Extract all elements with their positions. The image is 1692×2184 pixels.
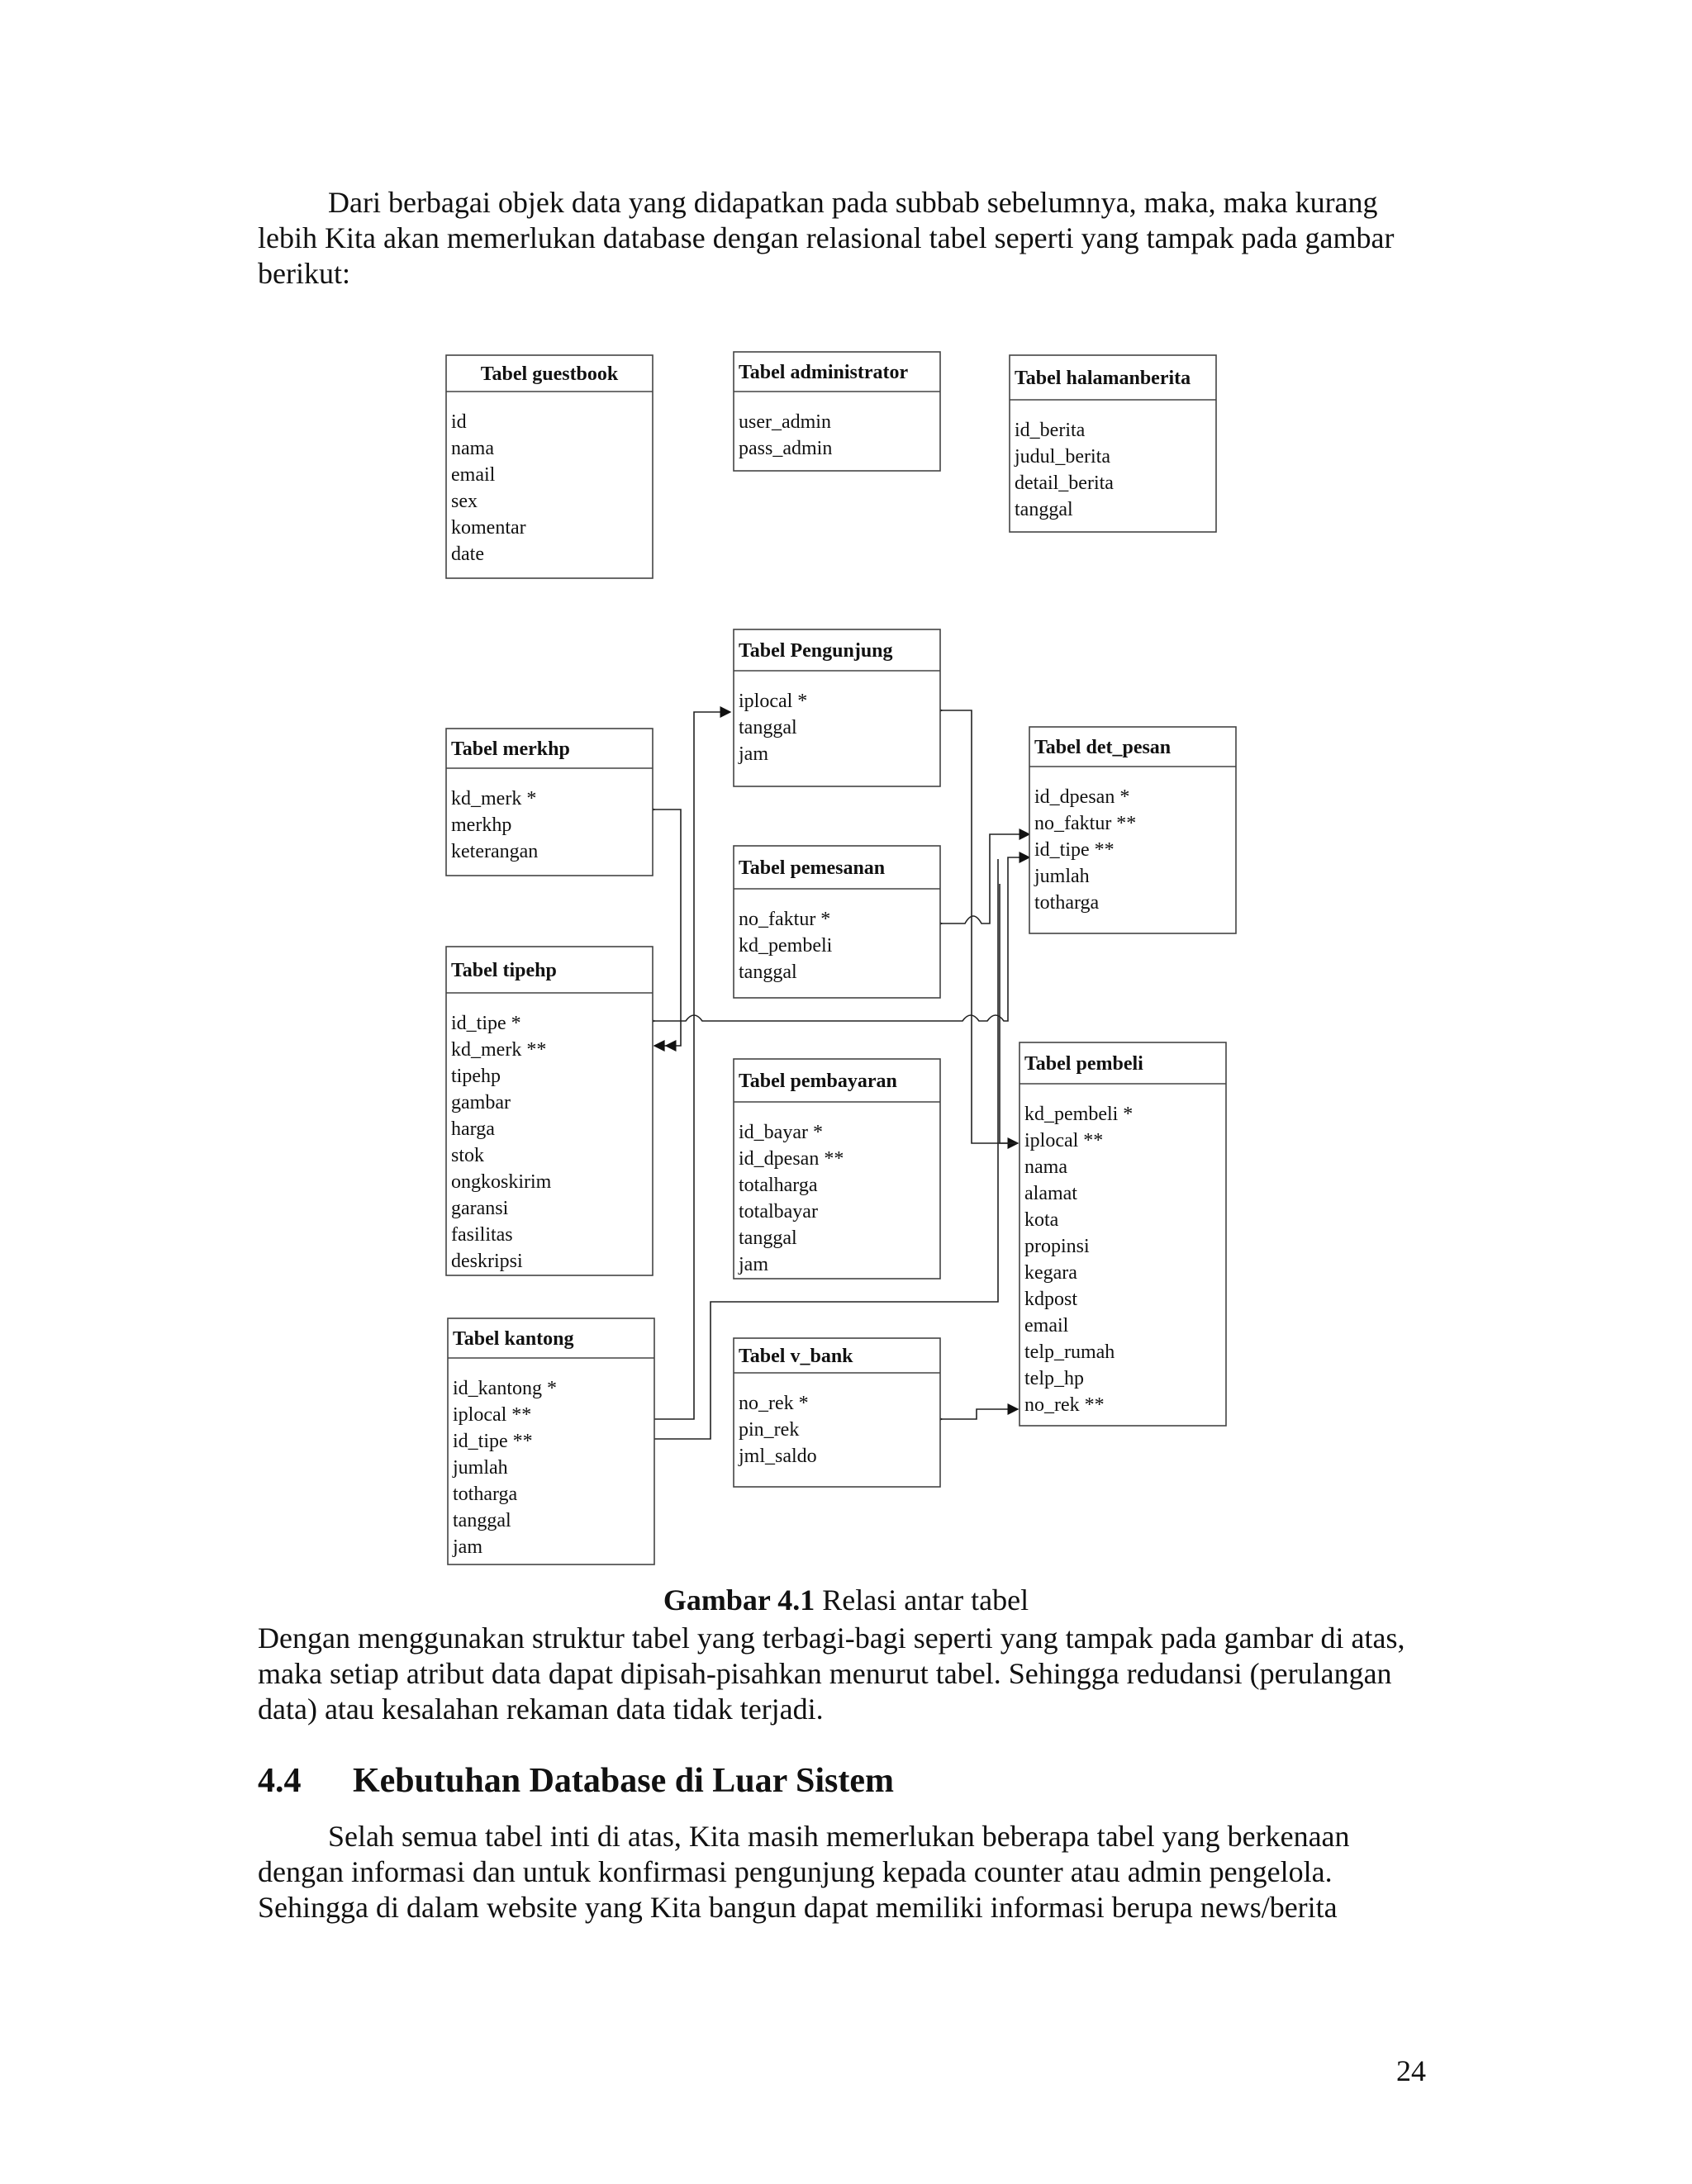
table-field: id_dpesan * <box>1034 786 1130 808</box>
section-title: Kebutuhan Database di Luar Sistem <box>353 1762 895 1800</box>
table-field: gambar <box>451 1092 511 1113</box>
table-field: harga <box>451 1118 495 1140</box>
table-field: iplocal ** <box>453 1404 532 1426</box>
table-field: stok <box>451 1145 485 1166</box>
table-field: jumlah <box>453 1457 508 1479</box>
table-field: tanggal <box>1015 499 1073 520</box>
table-title: Tabel guestbook <box>480 363 619 385</box>
table-field: jam <box>453 1536 482 1558</box>
tables-layer <box>446 352 1236 1564</box>
table-box-tabel-halamanberita <box>1010 355 1216 532</box>
table-title: Tabel halamanberita <box>1015 368 1191 389</box>
connector-pembayaran-detpesan <box>1000 884 1018 1143</box>
table-field: kd_merk * <box>451 788 537 810</box>
connector-kantong-pengunjung <box>654 712 730 1419</box>
table-field: detail_berita <box>1015 472 1114 494</box>
table-field: email <box>1024 1315 1069 1337</box>
connector-pengunjung-pembeli <box>942 710 1018 1143</box>
table-field: totalharga <box>739 1175 818 1196</box>
figure-caption <box>0 1583 1692 1618</box>
table-box-tabel-kantong <box>448 1318 654 1564</box>
table-title: Tabel kantong <box>453 1328 574 1350</box>
table-field: email <box>451 464 496 486</box>
table-field: keterangan <box>451 841 539 862</box>
table-field: id_bayar * <box>739 1122 823 1143</box>
table-box-tabel-guestbook <box>446 355 653 578</box>
section-heading <box>258 1761 894 1801</box>
table-title: Tabel pembeli <box>1024 1053 1143 1075</box>
table-field: tanggal <box>739 961 797 983</box>
table-field: komentar <box>451 517 526 539</box>
connector-vbank-pembeli <box>942 1409 1018 1419</box>
table-field: pin_rek <box>739 1419 800 1441</box>
table-title: Tabel pemesanan <box>739 857 886 879</box>
table-field: id_dpesan ** <box>739 1148 844 1170</box>
section-number: 4.4 <box>258 1762 302 1800</box>
table-field: kdpost <box>1024 1289 1078 1310</box>
table-field: no_rek * <box>739 1393 809 1414</box>
connector-merkhp-tipehp <box>654 810 681 1046</box>
table-field: alamat <box>1024 1183 1077 1204</box>
table-field: tanggal <box>739 1227 797 1249</box>
table-field: no_rek ** <box>1024 1394 1105 1416</box>
intro-paragraph: Dari berbagai objek data yang didapatkan pada subbab sebelumnya, maka, maka kurang lebih Kita akan memerlukan database dengan relasional tabel seperti yang tampak pada gambar berikut: <box>258 186 1395 290</box>
table-field: iplocal ** <box>1024 1130 1104 1151</box>
table-box-tabel-administrator <box>734 352 940 471</box>
table-field: no_faktur ** <box>1034 813 1137 834</box>
table-field: nama <box>1024 1156 1067 1178</box>
table-field: user_admin <box>739 411 831 433</box>
table-field: totharga <box>1034 892 1100 914</box>
table-field: kd_pembeli <box>739 935 833 957</box>
table-box-tabel-tipehp <box>446 947 653 1275</box>
table-field: jam <box>739 1254 768 1275</box>
table-box-tabel-pembeli <box>1019 1042 1226 1426</box>
table-field: tanggal <box>453 1510 511 1531</box>
table-box-tabel-pembayaran <box>734 1059 940 1279</box>
table-box-tabel-det-pesan <box>1029 727 1236 933</box>
table-field: id_berita <box>1015 420 1086 441</box>
table-field: iplocal * <box>739 691 808 712</box>
table-field: id_tipe * <box>451 1013 521 1034</box>
table-box-tabel-pemesanan <box>734 846 940 998</box>
table-field: no_faktur * <box>739 909 831 930</box>
table-field: date <box>451 544 484 565</box>
table-field: telp_rumah <box>1024 1341 1115 1363</box>
after-paragraph: Dengan menggunakan struktur tabel yang terbagi-bagi seperti yang tampak pada gambar di atas, maka setiap atribut data dapat dipisah-pisahkan menurut tabel. Sehingga redudansi (perulangan data) atau kesalahan rekaman data tidak terjadi. <box>258 1621 1405 1726</box>
table-field: jam <box>739 743 768 765</box>
table-title: Tabel merkhp <box>451 738 570 760</box>
table-field: jml_saldo <box>739 1446 817 1467</box>
table-box-tabel-merkhp <box>446 729 653 876</box>
table-field: telp_hp <box>1024 1368 1084 1389</box>
table-field: id_kantong * <box>453 1378 557 1399</box>
table-field: id <box>451 411 467 433</box>
table-title: Tabel Pengunjung <box>739 640 893 662</box>
table-field: kd_pembeli * <box>1024 1104 1134 1125</box>
table-field: ongkoskirim <box>451 1171 552 1193</box>
table-title: Tabel administrator <box>739 362 909 383</box>
table-field: id_tipe ** <box>1034 839 1115 861</box>
table-field: id_tipe ** <box>453 1431 533 1452</box>
table-field: merkhp <box>451 814 512 836</box>
table-field: nama <box>451 438 494 459</box>
section-paragraph: Selah semua tabel inti di atas, Kita masih memerlukan beberapa tabel yang berkenaan dengan informasi dan untuk konfirmasi pengunjung kepada counter atau admin pengelola. Sehingga di dalam website yang Kita bangun dapat memiliki informasi berupa news/berita <box>258 1820 1350 1924</box>
table-field: tipehp <box>451 1066 501 1087</box>
table-field: jumlah <box>1034 866 1090 887</box>
table-field: judul_berita <box>1015 446 1110 468</box>
connector-pemesanan-detpesan <box>942 834 1029 923</box>
page-number: 24 <box>1396 2054 1426 2087</box>
table-field: kegara <box>1024 1262 1077 1284</box>
table-field: totharga <box>453 1484 518 1505</box>
table-box-tabel-v-bank <box>734 1338 940 1487</box>
table-field: propinsi <box>1024 1236 1090 1257</box>
table-title: Tabel det_pesan <box>1034 737 1172 758</box>
table-field: sex <box>451 491 478 512</box>
table-field: fasilitas <box>451 1224 513 1246</box>
caption-label: Gambar 4.1 <box>663 1583 815 1617</box>
table-title: Tabel v_bank <box>739 1346 853 1367</box>
table-box-tabel-pengunjung <box>734 629 940 786</box>
table-field: totalbayar <box>739 1201 818 1223</box>
table-field: kota <box>1024 1209 1059 1231</box>
table-field: garansi <box>451 1198 509 1219</box>
table-title: Tabel pembayaran <box>739 1071 897 1092</box>
table-field: kd_merk ** <box>451 1039 547 1061</box>
table-field: pass_admin <box>739 438 833 459</box>
table-title: Tabel tipehp <box>451 960 557 981</box>
caption-text: Relasi antar tabel <box>822 1583 1029 1617</box>
table-field: tanggal <box>739 717 797 738</box>
table-field: deskripsi <box>451 1251 523 1272</box>
